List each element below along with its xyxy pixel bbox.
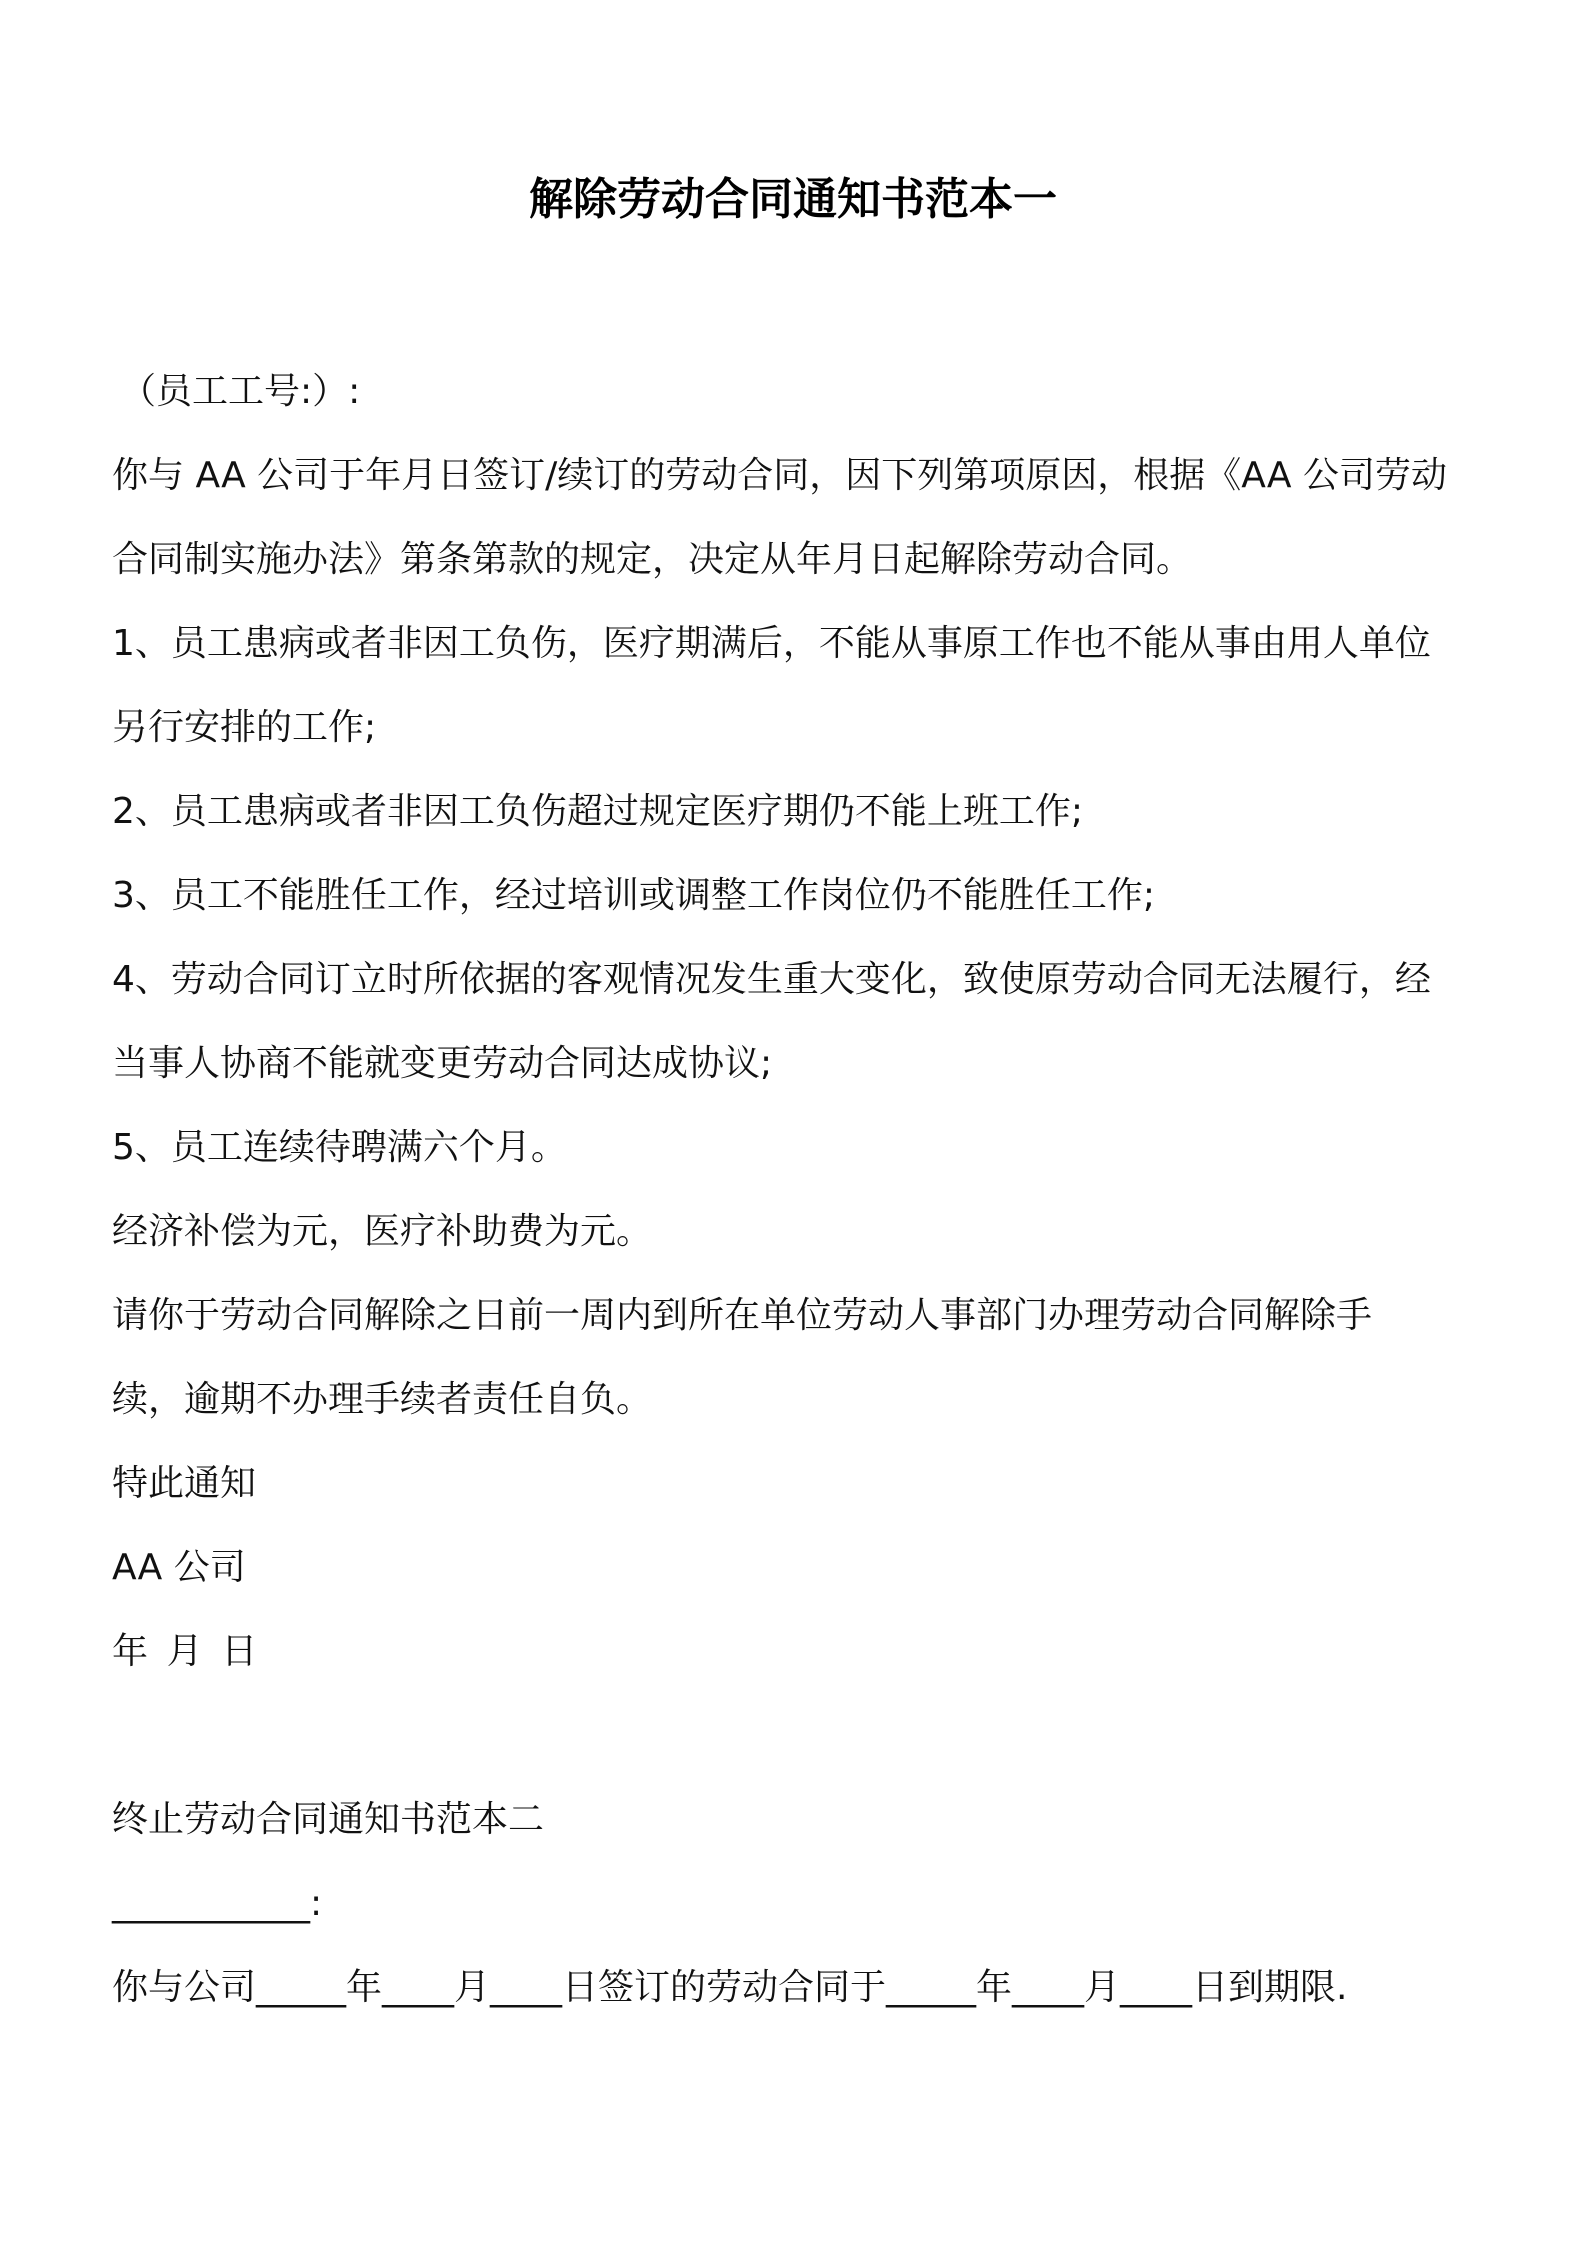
compensation-statement: 经济补偿为元，医疗补助费为元。 [112,1211,653,1252]
procedure-statement-continued: 续，逾期不办理手续者责任自负。 [112,1379,653,1420]
notice-closing: 特此通知 [112,1463,257,1504]
template-2-body: 你与公司_____年____月____日签订的劳动合同于_____年____月____日到期限. [112,1967,1348,2008]
company-name: AA 公司 [112,1547,246,1588]
reason-item-4: 4、劳动合同订立时所依据的客观情况发生重大变化，致使原劳动合同无法履行，经 [112,959,1431,1000]
template-2-title: 终止劳动合同通知书范本二 [112,1799,545,1840]
reason-item-1-continued: 另行安排的工作; [112,707,377,748]
reason-item-4-continued: 当事人协商不能就变更劳动合同达成协议; [112,1043,773,1084]
intro-paragraph-line: 合同制实施办法》第条第款的规定，决定从年月日起解除劳动合同。 [112,539,1193,580]
intro-paragraph-line: 你与 AA 公司于年月日签订/续订的劳动合同，因下列第项原因，根据《AA 公司劳动 [112,455,1447,496]
document-title: 解除劳动合同通知书范本一 [529,174,1057,225]
reason-item-2: 2、员工患病或者非因工负伤超过规定医疗期仍不能上班工作; [112,791,1084,832]
reason-item-5: 5、员工连续待聘满六个月。 [112,1127,567,1168]
template-2-salutation-blank: ___________: [112,1883,323,1924]
reason-item-3: 3、员工不能胜任工作，经过培训或调整工作岗位仍不能胜任工作; [112,875,1156,916]
procedure-statement: 请你于劳动合同解除之日前一周内到所在单位劳动人事部门办理劳动合同解除手 [112,1295,1373,1336]
reason-item-1: 1、员工患病或者非因工负伤，医疗期满后，不能从事原工作也不能从事由用人单位 [112,623,1431,664]
salutation: （员工工号:）: [120,371,361,412]
date-line: 年 月 日 [112,1631,261,1672]
